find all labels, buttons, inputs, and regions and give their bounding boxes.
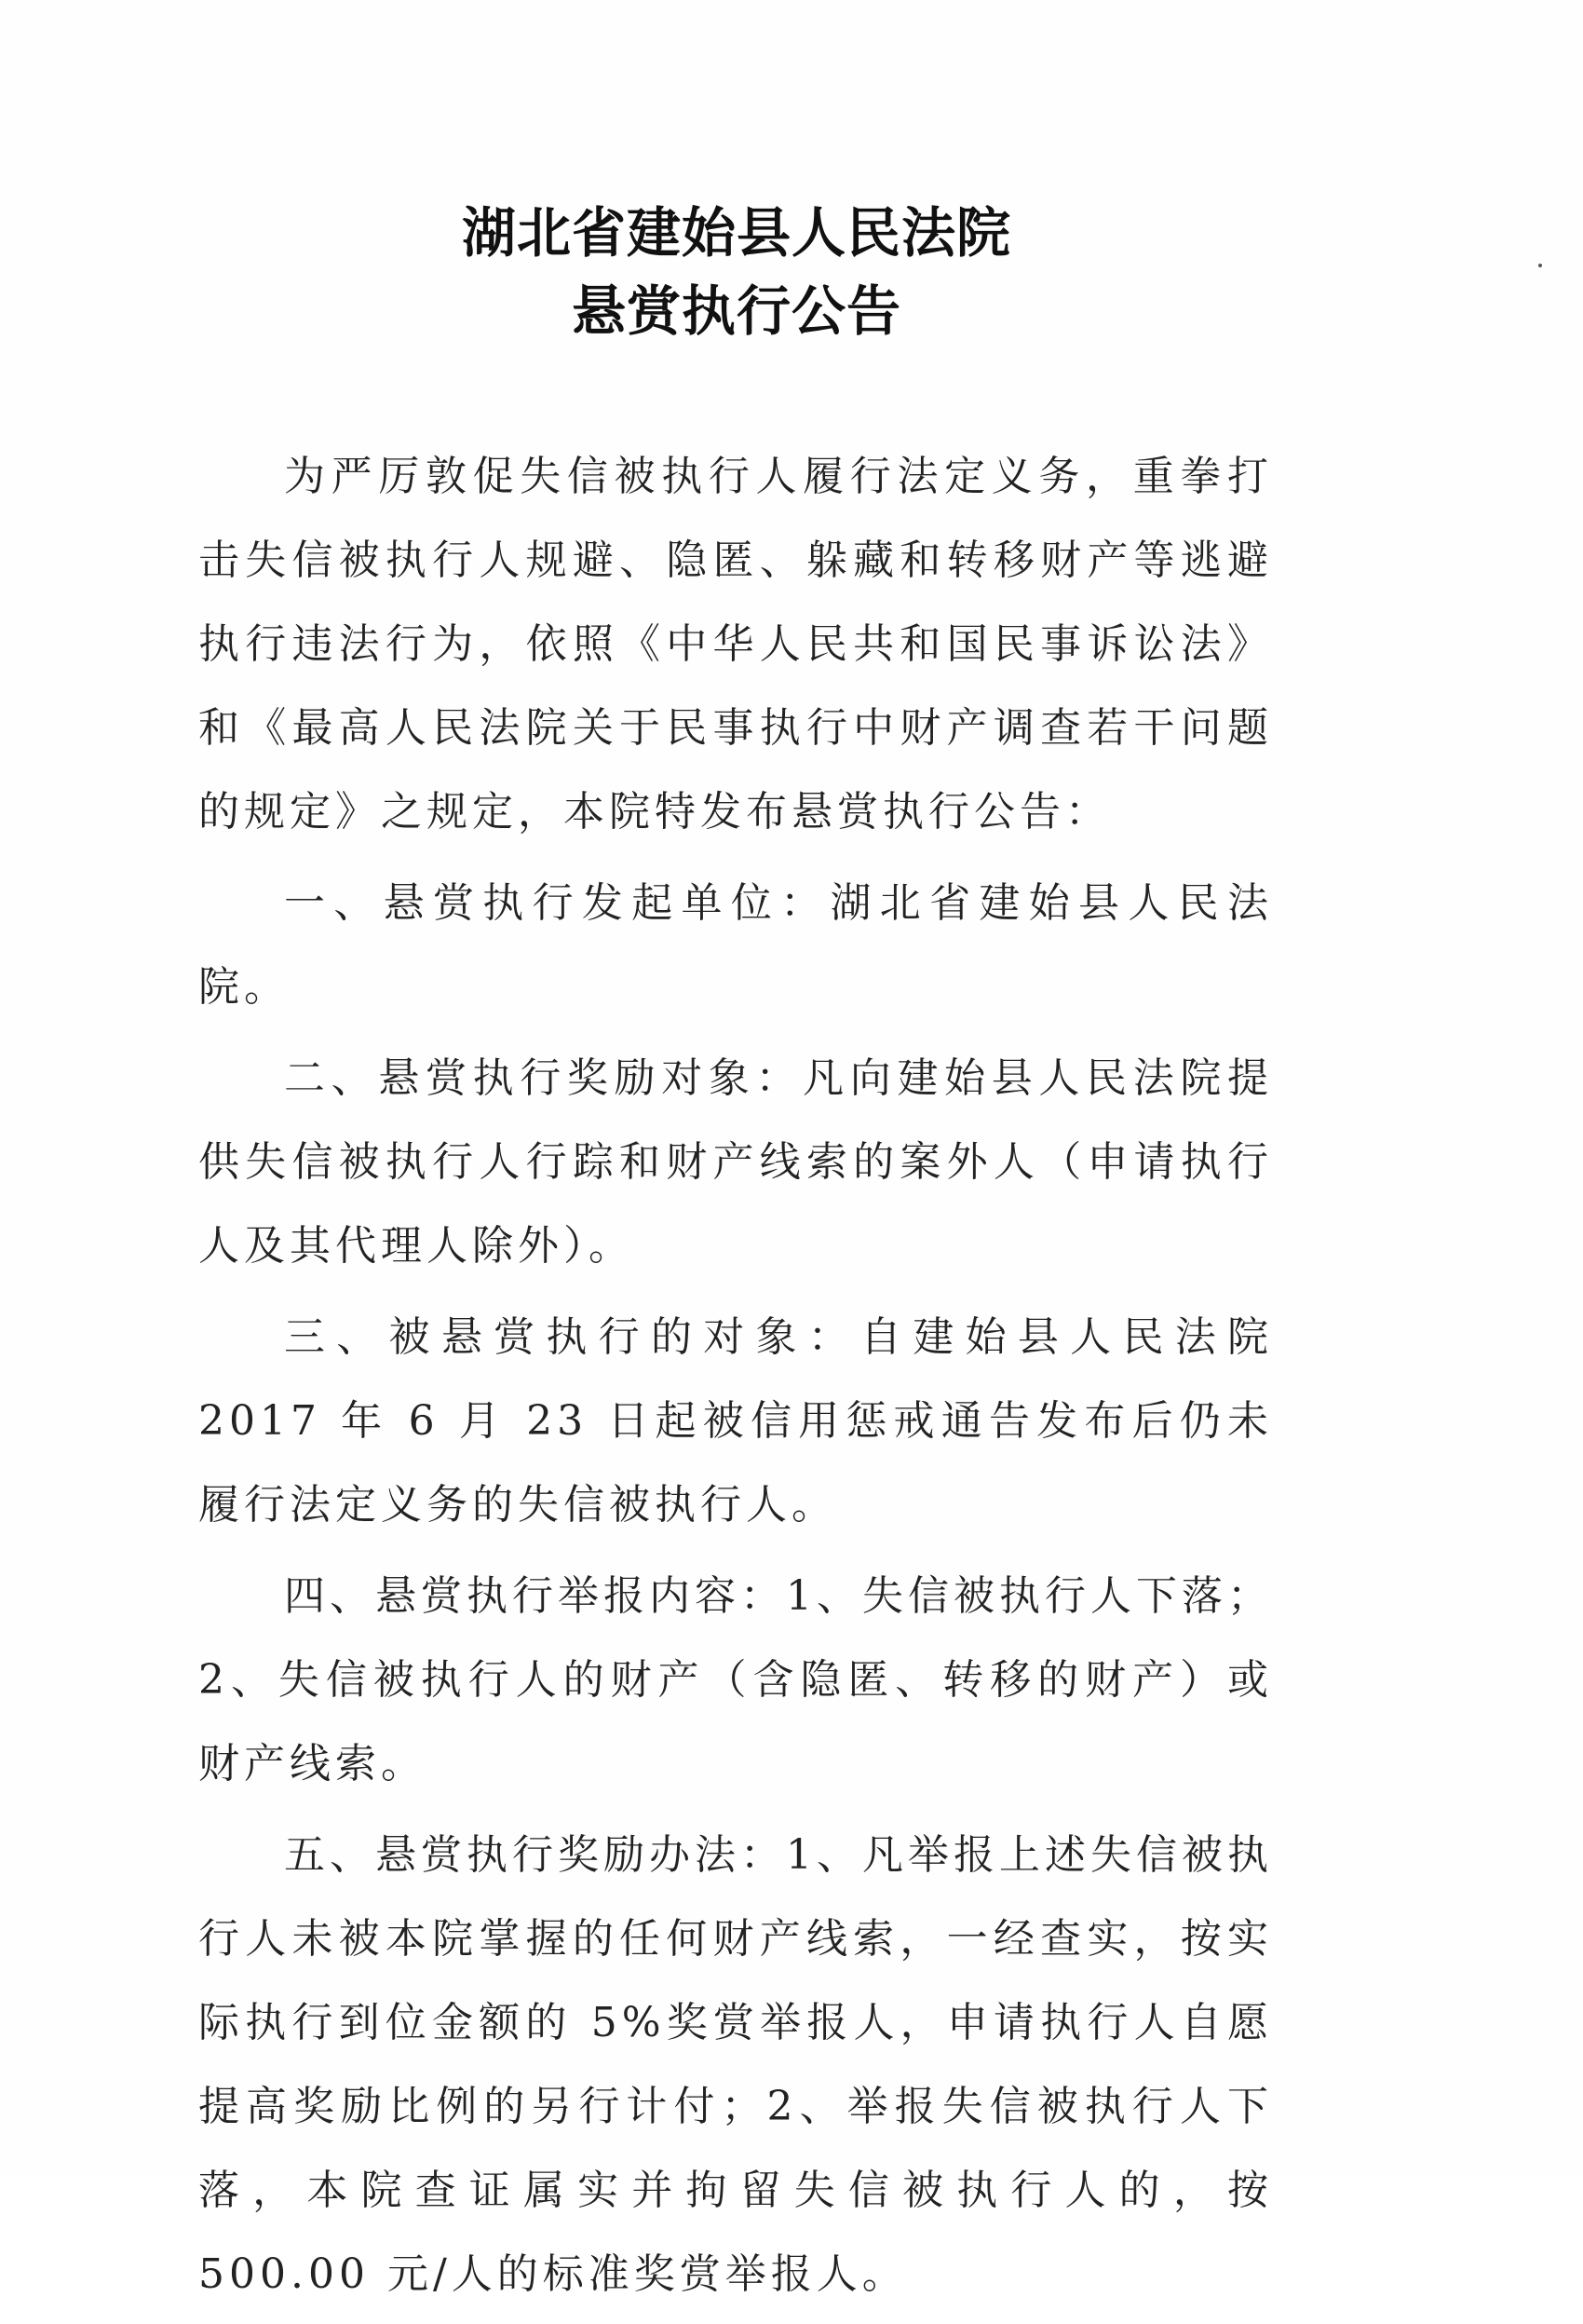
scan-speck: [1538, 264, 1542, 267]
section-2-reward-target: 二、悬赏执行奖励对象：凡向建始县人民法院提供失信被执行人行踪和财产线索的案外人（申请执行人及其代理人除外）。: [198, 1054, 1273, 1270]
document-body: [198, 435, 1273, 2324]
section-5-reward-method: 五、悬赏执行奖励办法：1、凡举报上述失信被执行人未被本院掌握的任何财产线索，一经查实，按实际执行到位金额的 5%奖赏举报人，申请执行人自愿提高奖励比例的另行计付；2、举报失信被执行人下落，本院查证属实并拘留失信被执行人的，按 500.00 元/人的标准奖赏举报人。: [198, 1831, 1273, 2298]
announcement-heading: 悬赏执行公告: [571, 279, 901, 343]
intro-paragraph: 为严厉敦促失信被执行人履行法定义务，重拳打击失信被执行人规避、隐匿、躲藏和转移财产等逃避执行违法行为，依照《中华人民共和国民事诉讼法》和《最高人民法院关于民事执行中财产调查若干问题的规定》之规定，本院特发布悬赏执行公告：: [198, 453, 1273, 836]
document-title: [0, 194, 1583, 350]
court-name-heading: 湖北省建始县人民法院: [461, 201, 1011, 265]
section-3-subjects: 三、被悬赏执行的对象：自建始县人民法院 2017 年 6 月 23 日起被信用惩戒通告发布后仍未履行法定义务的失信被执行人。: [198, 1313, 1273, 1529]
section-4-report-content: 四、悬赏执行举报内容：1、失信被执行人下落；2、失信被执行人的财产（含隐匿、转移的财产）或财产线索。: [198, 1572, 1273, 1787]
section-1-initiator: 一、悬赏执行发起单位：湖北省建始县人民法院。: [198, 879, 1273, 1011]
